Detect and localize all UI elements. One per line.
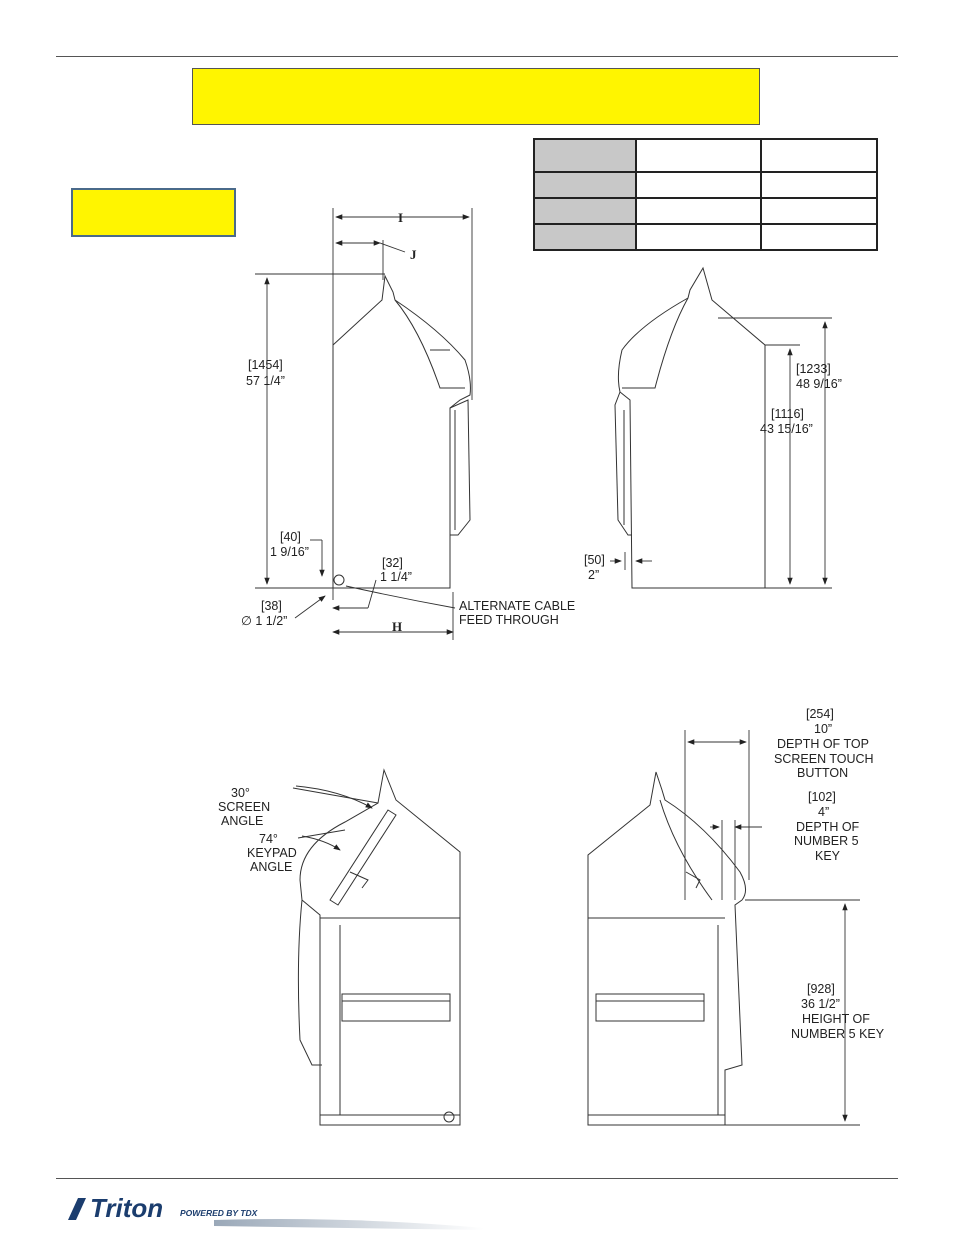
height-total-mm: [1454]: [248, 358, 283, 372]
key-height-line1: HEIGHT OF: [802, 1012, 870, 1026]
hole-offset-in: 1 1/4”: [380, 570, 412, 584]
hole-dia-mm: [38]: [261, 599, 282, 613]
dim-h-label: H: [392, 619, 403, 634]
key-depth-in: 4”: [818, 805, 830, 819]
cable-label-line1: ALTERNATE CABLE: [459, 599, 576, 613]
triton-mark-icon: [68, 1198, 86, 1220]
front-view-dimensions: [255, 208, 472, 640]
key-depth-line3: KEY: [815, 849, 841, 863]
height-a-mm: [1233]: [796, 362, 831, 376]
side-view-dimensions: [610, 318, 832, 588]
side-offset-in: 2”: [588, 568, 600, 582]
dim-j-label: J: [410, 247, 417, 262]
top-depth-line2: SCREEN TOUCH: [774, 752, 874, 766]
keypad-angle-line2: ANGLE: [250, 860, 293, 874]
hole-dia-in: ∅ 1 1/2”: [241, 614, 288, 628]
brand-tagline: POWERED BY TDX: [180, 1208, 258, 1218]
side-offset-mm: [50]: [584, 553, 605, 567]
screen-angle-deg: 30°: [231, 786, 250, 800]
base-offset-in: 1 9/16”: [270, 545, 309, 559]
angle-view-drawing: [298, 770, 460, 1125]
height-a-in: 48 9/16”: [796, 377, 842, 391]
height-b-mm: [1116]: [771, 407, 804, 421]
side-view-drawing: [615, 268, 765, 588]
top-depth-line1: DEPTH OF TOP: [777, 737, 869, 751]
top-depth-line3: BUTTON: [797, 766, 849, 780]
cable-label-line2: FEED THROUGH: [459, 613, 559, 627]
keypad-angle-deg: 74°: [259, 832, 278, 846]
brand-name: Triton: [90, 1193, 164, 1223]
screen-angle-line1: SCREEN: [218, 800, 271, 814]
hole-offset-mm: [32]: [382, 556, 403, 570]
angle-view-dimensions: [293, 786, 378, 850]
base-offset-mm: [40]: [280, 530, 301, 544]
front-view-drawing: [333, 276, 470, 588]
key-depth-mm: [102]: [808, 790, 836, 804]
screen-angle-line2: ANGLE: [221, 814, 264, 828]
cable-hole-icon: [334, 575, 344, 585]
height-total-in: 57 1/4”: [246, 374, 285, 388]
key-height-mm: [928]: [807, 982, 835, 996]
height-b-in: 43 15/16”: [760, 422, 813, 436]
dim-i-label: I: [398, 210, 404, 225]
bottom-rule: [56, 1178, 898, 1179]
key-depth-line2: NUMBER 5: [794, 834, 859, 848]
triton-logo: [64, 1190, 484, 1230]
top-depth-mm: [254]: [806, 707, 834, 721]
key-depth-line1: DEPTH OF: [796, 820, 860, 834]
keypad-angle-line1: KEYPAD: [247, 846, 297, 860]
key-height-line2: NUMBER 5 KEY: [791, 1027, 885, 1041]
key-height-in: 36 1/2”: [801, 997, 840, 1011]
top-depth-in: 10”: [814, 722, 833, 736]
